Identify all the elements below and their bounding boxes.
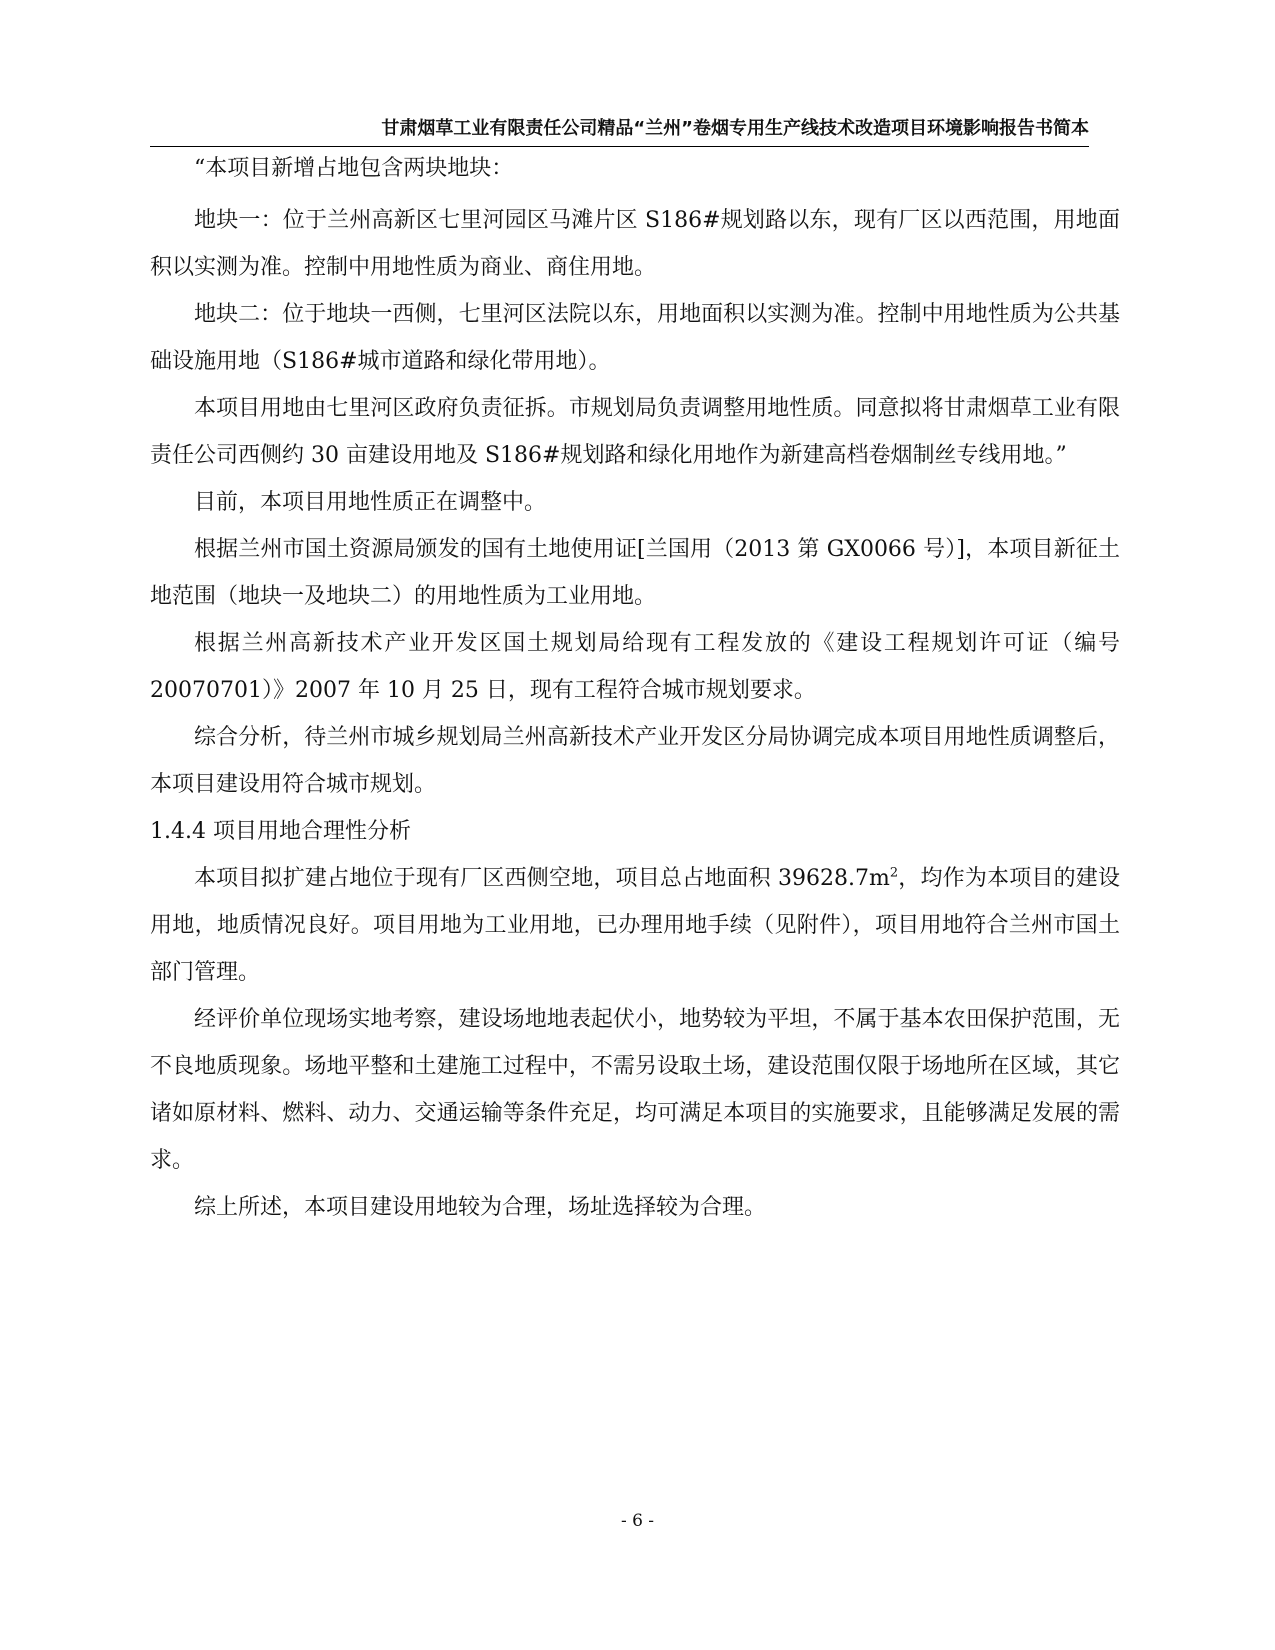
paragraph-plot-one: 地块一：位于兰州高新区七里河园区马滩片区 S186#规划路以东，现有厂区以西范围，用地面积以实测为准。控制中用地性质为商业、商住用地。: [150, 208, 1120, 280]
section-heading: 1.4.4 项目用地合理性分析: [150, 819, 411, 844]
paragraph-land-certificate: 根据兰州市国土资源局颁发的国有土地使用证[兰国用（2013 第 GX0066 号）]，本项目新征土地范围（地块一及地块二）的用地性质为工业用地。: [150, 537, 1120, 609]
paragraph-quote-intro: “本项目新增占地包含两块地块：: [194, 156, 514, 181]
land-area-text: 本项目拟扩建占地位于现有厂区西侧空地，项目总占地面积 39628.7m: [194, 866, 890, 891]
paragraph-site-survey: 经评价单位现场实地考察，建设场地地表起伏小，地势较为平坦，不属于基本农田保护范围，无不良地质现象。场地平整和土建施工过程中，不需另设取土场，建设范围仅限于场地所在区域，其它诸如原材料、燃料、动力、交通运输等条件充足，均可满足本项目的实施要求，且能够满足发展的需求。: [150, 1007, 1120, 1173]
page-number: - 6 -: [620, 1511, 655, 1531]
page-header: [150, 116, 1089, 147]
paragraph-land-acquisition: 本项目用地由七里河区政府负责征拆。市规划局负责调整用地性质。同意拟将甘肃烟草工业有限责任公司西侧约 30 亩建设用地及 S186#规划路和绿化用地作为新建高档卷烟制丝专线用地。”: [150, 396, 1120, 468]
paragraph-conclusion: 综上所述，本项目建设用地较为合理，场址选择较为合理。: [194, 1195, 767, 1220]
paragraph-land-area: [150, 855, 1120, 996]
document-body: [150, 150, 1120, 1231]
land-area-text-continued: ，均作为本项目的建设用地，地质情况良好。项目用地为工业用地，已办理用地手续（见附件），项目用地符合兰州市国土部门管理。: [150, 866, 1120, 985]
paragraph-comprehensive-analysis: 综合分析，待兰州市城乡规划局兰州高新技术产业开发区分局协调完成本项目用地性质调整后，本项目建设用符合城市规划。: [150, 725, 1120, 797]
paragraph-planning-permit: 根据兰州高新技术产业开发区国土规划局给现有工程发放的《建设工程规划许可证（编号 20070701）》2007 年 10 月 25 日，现有工程符合城市规划要求。: [150, 631, 1120, 703]
header-title: 甘肃烟草工业有限责任公司精品“兰州”卷烟专用生产线技术改造项目环境影响报告书简本: [381, 118, 1089, 139]
superscript-two: 2: [889, 865, 899, 881]
paragraph-current-status: 目前，本项目用地性质正在调整中。: [194, 490, 547, 515]
paragraph-plot-two: 地块二：位于地块一西侧，七里河区法院以东，用地面积以实测为准。控制中用地性质为公共基础设施用地（S186#城市道路和绿化带用地）。: [150, 302, 1120, 374]
